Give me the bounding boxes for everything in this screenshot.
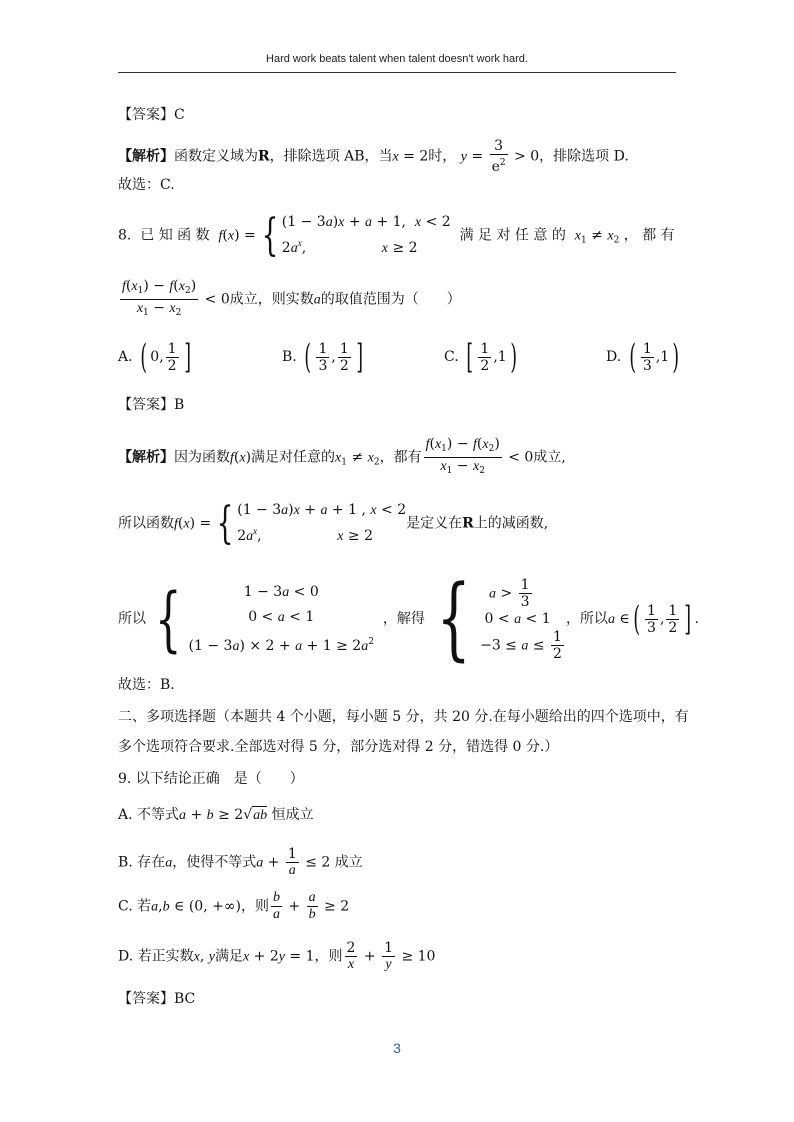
q9-answer (118, 990, 195, 1008)
fraction: $\frac{f(x_1) - f(x_2)}{x_1 - x_2}$ (122, 278, 197, 318)
option-letter: A. (118, 349, 133, 365)
q8-analysis-line2: 所以函数f(x) = { (1 − 3a)x + a + 1 , x < 2 $2a^x$, x ≥ 2 是定义在R上的减函数, (118, 497, 549, 549)
fraction: $\frac{f(x_1) - f(x_2)}{x_1 - x_2}$ (425, 436, 500, 476)
option-text: D. 若正实数 (118, 948, 194, 965)
option-text: C. 若 (118, 898, 152, 915)
analysis-text: 是定义在 (406, 515, 463, 532)
q8-analysis-line3: 所以 { 1 − 3a < 0 0 < a < 1 $(1 - 3a) \times 2 + a + 1 \ge 2a^2$ ，解得 { a > $\frac{1}{3}$ 0 < a < 1 −3 ≤ a ≤ $\frac{1}{2}$ ，所以a ∈( $\frac{1}{3}$ , $\frac{1}{2}$ ] . (118, 566, 700, 671)
q9-option-d: D. 若正实数x, y满足x + 2y = 1，则 $\frac{2}{x}$ + $\frac{1}{y}$ ≥ 10 (118, 940, 436, 972)
option-a: A. ( 0, $\frac{1}{2}$ ] (118, 337, 191, 377)
stem-text: 成立，则实数 (229, 291, 314, 308)
analysis-text: 成立, (533, 449, 566, 466)
piecewise-cases: (1 − 3a)x + a + 1 , x < 2 $2a^x$, x ≥ 2 (237, 502, 407, 544)
page-header: Hard work beats talent when talent doesn't work hard. (266, 53, 528, 65)
math-expr: f (218, 228, 223, 244)
option-letter: B. (282, 349, 297, 365)
answer-label: 【答案】 (118, 397, 174, 413)
option-c: C. [ $\frac{1}{2}$ ,1) (444, 337, 517, 377)
left-brace: { (216, 497, 234, 549)
analysis-text: 满足对任意的 (251, 449, 336, 466)
option-text: 恒成立 (271, 807, 314, 823)
option-text: 成立 (334, 854, 363, 871)
answer-value: C (174, 107, 185, 123)
analysis-text: 因为函数 (174, 449, 230, 466)
left-brace: { (436, 566, 471, 671)
q8-answer (118, 396, 184, 414)
analysis-label: 【解析】 (118, 449, 174, 466)
page-number: 3 (393, 1040, 401, 1056)
piecewise-cases: (1 − 3a)x + a + 1, x < 2 $2a^x$, x ≥ 2 (281, 214, 451, 256)
analysis-text: ，所以 (565, 611, 608, 627)
answer-label: 【答案】 (118, 991, 174, 1007)
q7-conclusion: 故选：C. (118, 177, 175, 193)
q8-stem-line1: 8. 已 知 函 数 f(x) = { (1 − 3a)x + a + 1, x < 2 $2a^x$, x ≥ 2 满 足 对 任 意 的 $x_1 \ne x_2$ ， 都 有 (118, 209, 675, 261)
analysis-label: 【解析】 (118, 148, 174, 165)
analysis-text: ，解得 (382, 611, 425, 627)
left-brace: { (154, 578, 182, 660)
question-number: 8. (118, 227, 132, 244)
analysis-text: ，排除选项 AB，当 (269, 148, 393, 165)
solution-system: a > $\frac{1}{3}$ 0 < a < 1 −3 ≤ a ≤ $\frac{1}{2}$ (480, 576, 562, 662)
analysis-text: 所以函数 (118, 515, 174, 532)
fraction: $\frac{3}{e^2}$ (491, 138, 506, 175)
option-b: B. ( $\frac{1}{3}$ , $\frac{1}{2}$ ] (282, 337, 363, 377)
stem-text: 已 知 函 数 (140, 227, 210, 244)
set-R: R (258, 148, 270, 165)
q8-analysis-line1: 【解析】因为函数f(x)满足对任意的$x_1 \ne x_2$，都有 $\frac{f(x_1) - f(x_2)}{x_1 - x_2}$ < 0成立, (118, 436, 566, 479)
analysis-text: 函数定义域为 (174, 148, 258, 165)
stem-text: ， 都 有 (623, 227, 675, 244)
option-letter: D. (606, 349, 622, 365)
math-expr: x (392, 149, 399, 165)
option-text: B. 存在 (118, 854, 166, 871)
option-text: ，则 (314, 948, 343, 965)
section2-heading-line1: 二、多项选择题（本题共 4 个小题，每小题 5 分，共 20 分.在每小题给出的四个选项中，有 (118, 709, 689, 725)
answer-value: B (174, 397, 185, 413)
stem-text: 的取值范围为（ ） (320, 291, 461, 308)
option-letter: C. (444, 349, 459, 365)
q9-option-c: C. 若a,b ∈ (0, +∞)，则 $\frac{b}{a}$ + $\frac{a}{b}$ ≥ 2 (118, 890, 350, 922)
system-inequalities: 1 − 3a < 0 0 < a < 1 $(1 - 3a) \times 2 + a + 1 \ge 2a^2$ (188, 583, 374, 654)
math-expr: y (460, 149, 467, 165)
q9-option-a: A. 不等式a + b ≥ 2√ab 恒成立 (118, 807, 314, 823)
analysis-text: 上的减函数, (473, 515, 549, 532)
analysis-text: ，排除选项 D. (539, 148, 629, 165)
option-d: D. ( $\frac{1}{3}$ ,1) (606, 337, 680, 377)
option-text: 满足 (214, 948, 243, 965)
option-text: ，则 (240, 898, 269, 915)
header-divider (118, 72, 676, 73)
q8-conclusion: 故选：B. (118, 677, 175, 693)
section2-heading-line2: 多个选项符合要求.全部选对得 5 分，部分选对得 2 分，错选得 0 分.） (118, 739, 559, 755)
left-brace: { (261, 209, 279, 261)
q7-answer (118, 106, 185, 124)
q9-stem: 9. 以下结论正确 是（ ） (118, 771, 304, 787)
analysis-text: ，都有 (379, 449, 422, 466)
q8-stem-line2: $\frac{f(x_1) - f(x_2)}{x_1 - x_2}$ < 0成立，则实数a的取值范围为（ ） (118, 278, 461, 321)
stem-text: 满 足 对 任 意 的 (459, 227, 566, 244)
analysis-text: 所以 (118, 611, 146, 627)
analysis-text: 时， (428, 148, 457, 165)
q7-analysis: 【解析】函数定义域为R，排除选项 AB，当x = 2时， y = $\frac{3}{e^2}$ > 0，排除选项 D. (118, 138, 629, 175)
option-text: ，使得不等式 (172, 854, 257, 871)
option-text: A. 不等式 (118, 807, 180, 823)
answer-value: BC (174, 991, 196, 1007)
answer-label: 【答案】 (118, 107, 174, 123)
q9-option-b: B. 存在a，使得不等式a + $\frac{1}{a}$ ≤ 2 成立 (118, 846, 363, 878)
